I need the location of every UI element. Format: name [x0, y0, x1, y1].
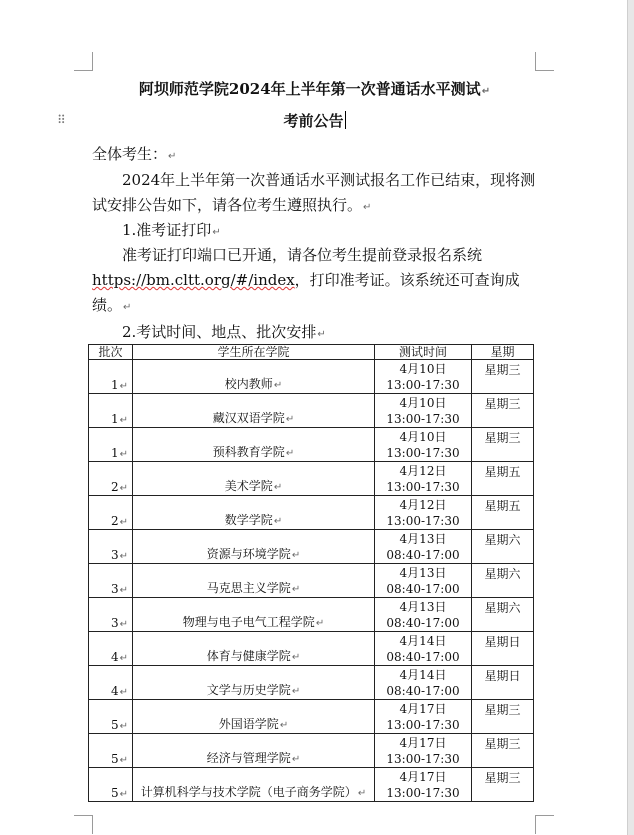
time-cell	[375, 496, 472, 530]
table-row	[89, 598, 534, 632]
test-time-range: 08:40-17:00	[386, 615, 460, 630]
weekday-cell: 星期三	[472, 734, 534, 768]
time-cell	[375, 632, 472, 666]
test-time-range: 13:00-17:30	[386, 479, 460, 494]
header-school: 学生所在学院	[133, 345, 375, 360]
weekday-cell: 星期日	[472, 632, 534, 666]
time-cell	[375, 530, 472, 564]
cell-mark-icon: ↵	[291, 584, 301, 595]
test-date: 4月13日	[399, 531, 447, 546]
test-date: 4月13日	[399, 565, 447, 580]
text-cursor	[345, 111, 346, 129]
intro-paragraph: 2024年上半年第一次普通话水平测试报名工作已结束，现将测试安排公告如下，请各位考生遵照执行。↵	[92, 171, 536, 214]
cell-mark-icon: ↵	[315, 618, 325, 629]
table-row	[89, 632, 534, 666]
time-cell	[375, 666, 472, 700]
paragraph-mark-icon: ↵	[481, 86, 491, 97]
test-date: 4月14日	[399, 667, 447, 682]
margin-corner-bottom-left	[74, 815, 93, 834]
school-cell: 校内教师↵	[133, 360, 375, 394]
header-time: 测试时间	[375, 345, 472, 360]
margin-corner-top-right	[535, 52, 554, 71]
school-cell: 美术学院↵	[133, 462, 375, 496]
time-cell	[375, 700, 472, 734]
test-time-range: 13:00-17:30	[386, 785, 460, 800]
cell-mark-icon: ↵	[291, 550, 301, 561]
schedule-table	[88, 344, 534, 802]
test-time-range: 08:40-17:00	[386, 547, 460, 562]
batch-cell: 5↵	[89, 700, 133, 734]
weekday-cell: 星期六	[472, 564, 534, 598]
time-cell	[375, 360, 472, 394]
paragraph-drag-handle-icon[interactable]: ⠿	[57, 113, 66, 127]
margin-corner-bottom-right	[535, 815, 554, 834]
table-row	[89, 564, 534, 598]
paragraph-mark-icon: ↵	[317, 329, 326, 340]
test-time-range: 08:40-17:00	[386, 649, 460, 664]
cell-mark-icon: ↵	[273, 380, 283, 391]
weekday-cell: 星期五	[472, 462, 534, 496]
school-cell: 体育与健康学院↵	[133, 632, 375, 666]
test-time-range: 13:00-17:30	[386, 411, 460, 426]
test-date: 4月14日	[399, 633, 447, 648]
test-time-range: 13:00-17:30	[386, 513, 460, 528]
document-title: 阿坝师范学院2024年上半年第一次普通话水平测试↵	[138, 80, 491, 98]
cell-mark-icon: ↵	[291, 652, 301, 663]
batch-cell: 3↵	[89, 564, 133, 598]
test-date: 4月13日	[399, 599, 447, 614]
batch-cell: 5↵	[89, 768, 133, 802]
cell-mark-icon: ↵	[119, 585, 128, 596]
time-cell	[375, 462, 472, 496]
test-date: 4月12日	[399, 463, 447, 478]
batch-cell: 3↵	[89, 598, 133, 632]
document-subtitle: 考前公告	[283, 112, 344, 130]
batch-cell: 4↵	[89, 666, 133, 700]
table-row	[89, 700, 534, 734]
test-time-range: 13:00-17:30	[386, 445, 460, 460]
cell-mark-icon: ↵	[273, 482, 283, 493]
school-cell: 藏汉双语学院↵	[133, 394, 375, 428]
cell-mark-icon: ↵	[119, 449, 128, 460]
cell-mark-icon: ↵	[291, 754, 301, 765]
test-date: 4月12日	[399, 497, 447, 512]
time-cell	[375, 394, 472, 428]
cell-mark-icon: ↵	[119, 687, 128, 698]
time-cell	[375, 768, 472, 802]
test-time-range: 13:00-17:30	[386, 377, 460, 392]
table-row	[89, 530, 534, 564]
cell-mark-icon: ↵	[285, 414, 295, 425]
table-row	[89, 394, 534, 428]
greeting: 全体考生：↵	[92, 145, 177, 163]
time-cell	[375, 598, 472, 632]
paragraph-mark-icon: ↵	[168, 151, 177, 162]
school-cell: 文学与历史学院↵	[133, 666, 375, 700]
school-cell: 数学学院↵	[133, 496, 375, 530]
weekday-cell: 星期三	[472, 394, 534, 428]
batch-cell: 4↵	[89, 632, 133, 666]
school-cell: 外国语学院↵	[133, 700, 375, 734]
weekday-cell: 星期三	[472, 768, 534, 802]
test-time-range: 13:00-17:30	[386, 751, 460, 766]
school-cell: 马克思主义学院↵	[133, 564, 375, 598]
page-edge	[627, 0, 634, 835]
section1-heading: 1.准考证打印↵	[122, 221, 221, 239]
weekday-cell: 星期六	[472, 598, 534, 632]
paragraph-mark-icon: ↵	[363, 202, 372, 213]
test-date: 4月10日	[399, 361, 447, 376]
cell-mark-icon: ↵	[285, 448, 295, 459]
table-row	[89, 428, 534, 462]
table-row	[89, 496, 534, 530]
table-row	[89, 768, 534, 802]
cell-mark-icon: ↵	[119, 381, 128, 392]
section2-heading: 2.考试时间、地点、批次安排↵	[122, 323, 326, 341]
table-header-row	[89, 345, 534, 360]
test-date: 4月17日	[399, 735, 447, 750]
test-date: 4月10日	[399, 429, 447, 444]
test-time-range: 08:40-17:00	[386, 683, 460, 698]
school-cell: 物理与电子电气工程学院↵	[133, 598, 375, 632]
cell-mark-icon: ↵	[357, 788, 367, 799]
header-batch: 批次	[89, 345, 133, 360]
cell-mark-icon: ↵	[291, 686, 301, 697]
school-cell: 预科教育学院↵	[133, 428, 375, 462]
header-weekday: 星期	[472, 345, 534, 360]
registration-url[interactable]: https://bm.cltt.org/#/index	[92, 271, 295, 289]
batch-cell: 5↵	[89, 734, 133, 768]
table-row	[89, 666, 534, 700]
test-time-range: 08:40-17:00	[386, 581, 460, 596]
cell-mark-icon: ↵	[119, 789, 128, 800]
table-row	[89, 462, 534, 496]
batch-cell: 1↵	[89, 360, 133, 394]
paragraph-mark-icon: ↵	[123, 302, 132, 313]
cell-mark-icon: ↵	[119, 755, 128, 766]
cell-mark-icon: ↵	[119, 551, 128, 562]
batch-cell: 3↵	[89, 530, 133, 564]
cell-mark-icon: ↵	[119, 517, 128, 528]
batch-cell: 1↵	[89, 428, 133, 462]
time-cell	[375, 564, 472, 598]
test-date: 4月10日	[399, 395, 447, 410]
batch-cell: 1↵	[89, 394, 133, 428]
cell-mark-icon: ↵	[119, 415, 128, 426]
weekday-cell: 星期六	[472, 530, 534, 564]
time-cell	[375, 428, 472, 462]
weekday-cell: 星期日	[472, 666, 534, 700]
batch-cell: 2↵	[89, 462, 133, 496]
table-row	[89, 734, 534, 768]
cell-mark-icon: ↵	[273, 516, 283, 527]
test-time-range: 13:00-17:30	[386, 717, 460, 732]
test-date: 4月17日	[399, 769, 447, 784]
school-cell: 经济与管理学院↵	[133, 734, 375, 768]
paragraph-mark-icon: ↵	[212, 227, 221, 238]
test-date: 4月17日	[399, 701, 447, 716]
school-cell: 资源与环境学院↵	[133, 530, 375, 564]
time-cell	[375, 734, 472, 768]
table-row	[89, 360, 534, 394]
cell-mark-icon: ↵	[119, 653, 128, 664]
weekday-cell: 星期三	[472, 700, 534, 734]
cell-mark-icon: ↵	[279, 720, 289, 731]
cell-mark-icon: ↵	[119, 619, 128, 630]
weekday-cell: 星期三	[472, 360, 534, 394]
margin-corner-top-left	[74, 52, 93, 71]
cell-mark-icon: ↵	[119, 483, 128, 494]
batch-cell: 2↵	[89, 496, 133, 530]
weekday-cell: 星期三	[472, 428, 534, 462]
section1-paragraph: 准考证打印端口已开通，请各位考生提前登录报名系统https://bm.cltt.org/#/index，打印准考证。该系统还可查询成绩。↵	[92, 246, 520, 314]
cell-mark-icon: ↵	[119, 721, 128, 732]
weekday-cell: 星期五	[472, 496, 534, 530]
school-cell: 计算机科学与技术学院（电子商务学院）↵	[133, 768, 375, 802]
